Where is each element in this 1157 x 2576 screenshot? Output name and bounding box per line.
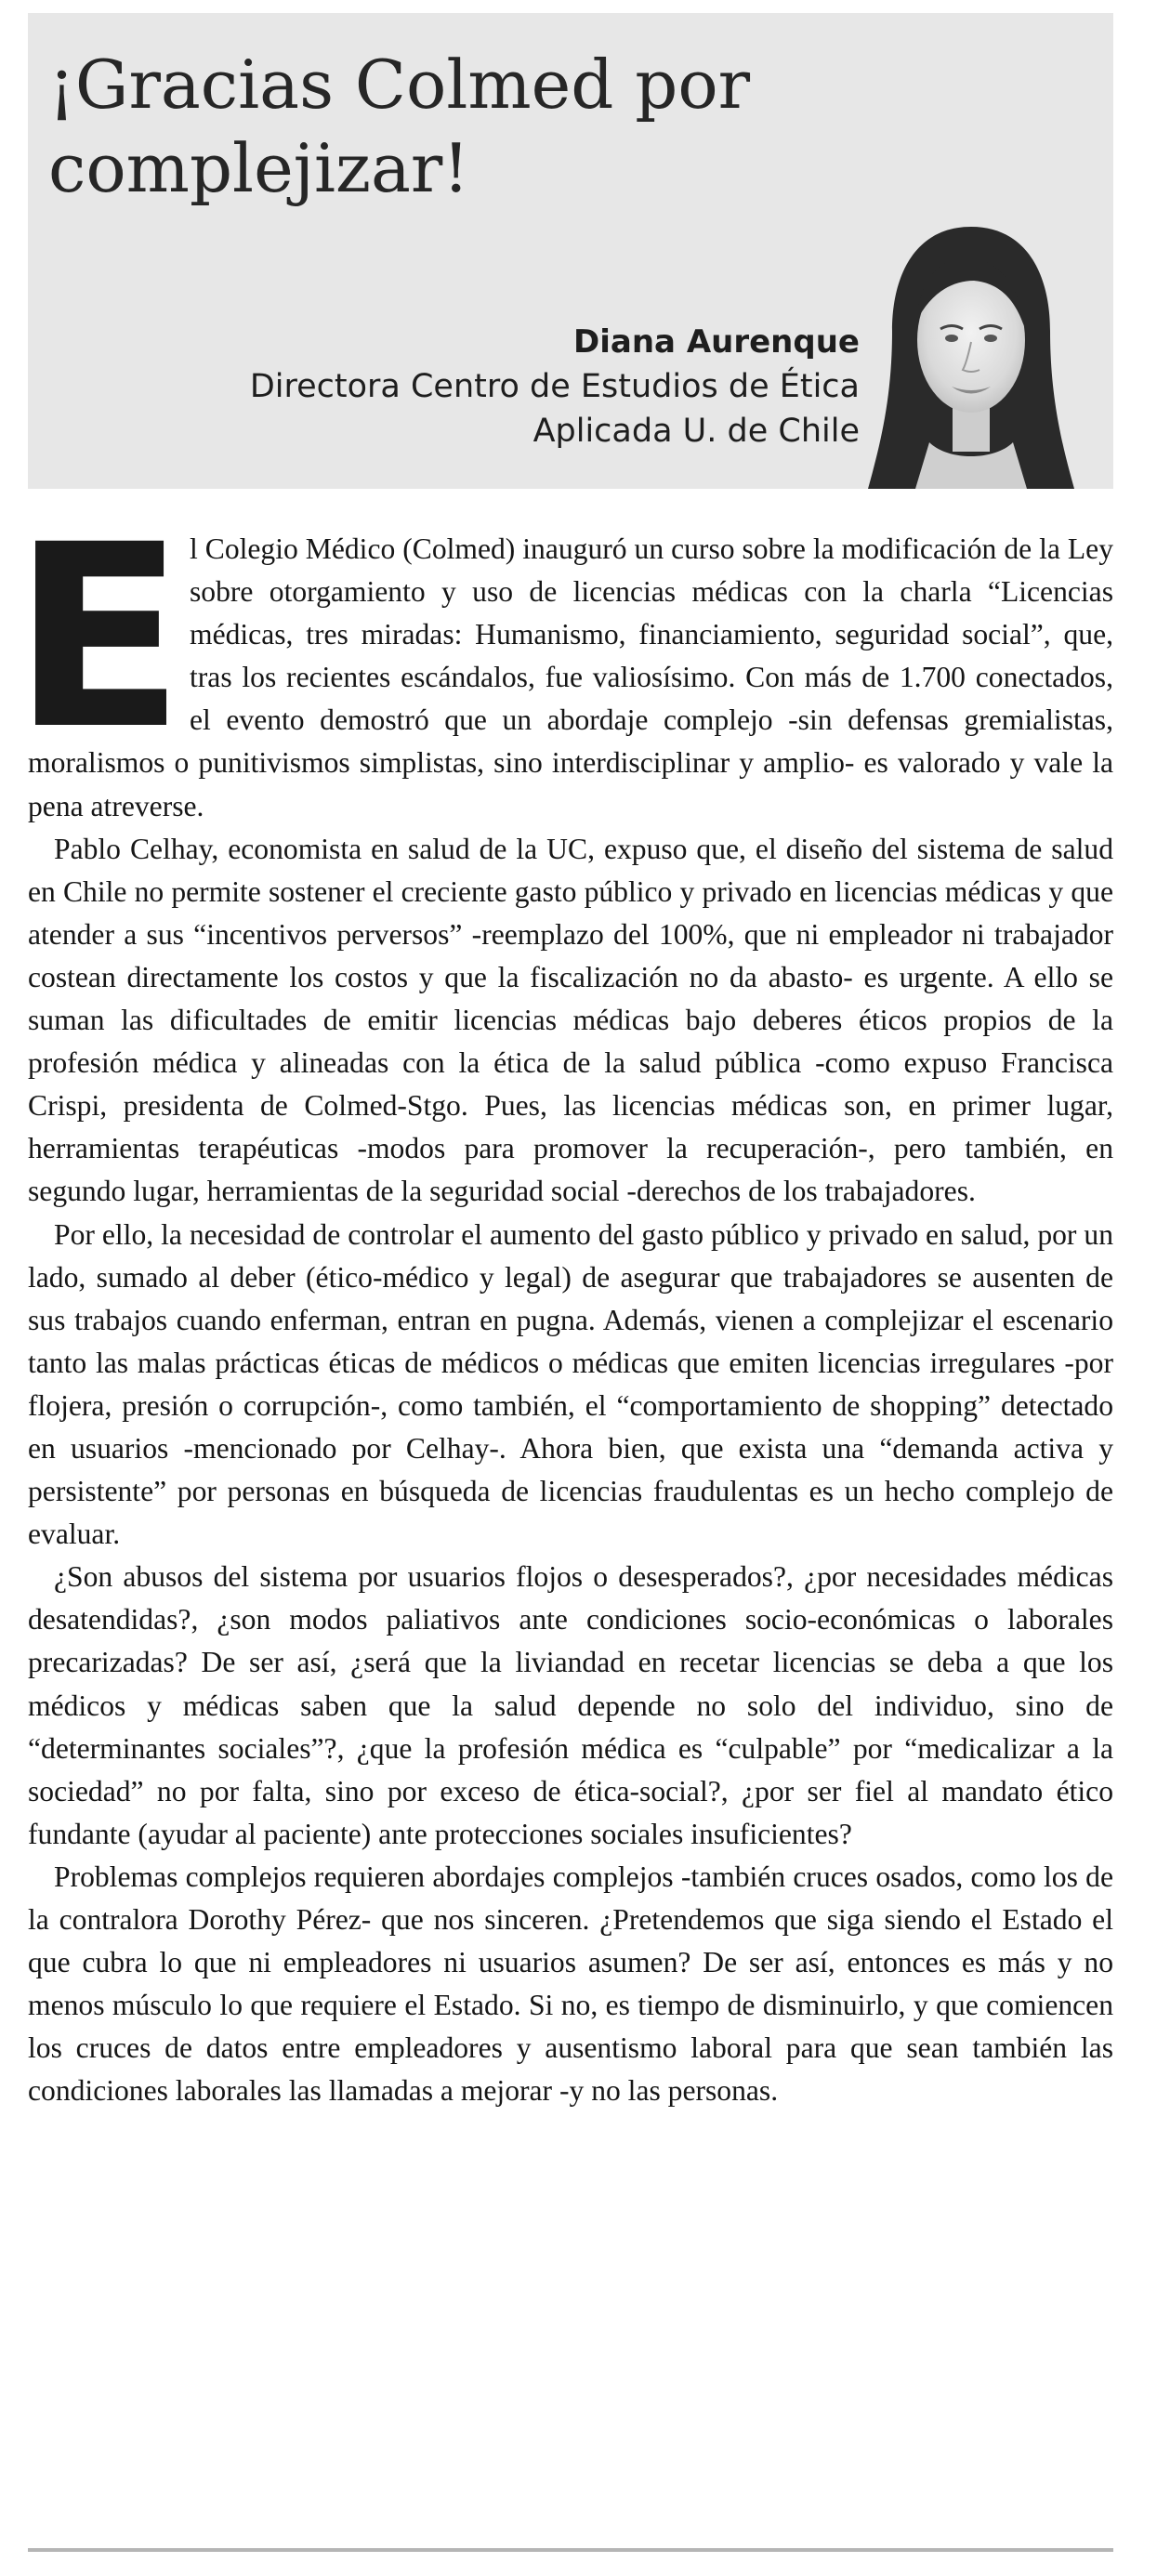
author-role-line-2: Aplicada U. de Chile xyxy=(532,413,860,450)
title-line-1: ¡Gracias Colmed por xyxy=(48,46,751,124)
dropcap-letter: E xyxy=(12,492,185,785)
paragraph-1 xyxy=(12,492,1113,828)
paragraph-3: Por ello, la necesidad de controlar el aumento del gasto público y privado en salud, por un lado, sumado al deber (ético-médico y legal) de asegurar que trabajadores se ausenten de sus trabajos cuando enferman, entran en pugna. Además, vienen a complejizar el escenario tanto las malas prácticas éticas de médicos o médicas que emiten licencias irregulares -por flojera, presión o corrupción-, como también, el “comportamiento de shopping” detectado en usuarios -mencionado por Celhay-. Ahora bien, que exista una “demanda activa y persistente” por personas en búsqueda de licencias fraudulentas es un hecho complejo de evaluar. xyxy=(28,1217,1113,1551)
dropcap-letter-icon xyxy=(12,492,185,785)
page-title xyxy=(48,43,848,210)
bottom-divider xyxy=(28,2548,1113,2552)
byline xyxy=(250,320,860,453)
author-role-line-1: Directora Centro de Estudios de Ética xyxy=(249,368,860,405)
paragraph-1-text: l Colegio Médico (Colmed) inauguró un curso sobre la modificación de la Ley sobre otorgamiento y uso de licencias médicas con la charla “Licencias médicas, tres miradas: Humanismo, financiamiento, seguridad social”, que, tras los recientes escándalos, fue valiosísimo. Con más de 1.700 conectados, el evento demostró que un abordaje complejo -sin defensas gremialistas, moralismos o punitivismos simplistas, sino interdisciplinar y amplio- es valorado y vale la pena atreverse. xyxy=(28,532,1113,822)
paragraph-2: Pablo Celhay, economista en salud de la UC, expuso que, el diseño del sistema de salud en Chile no permite sostener el creciente gasto público y privado en licencias médicas y que atender a sus “incentivos perversos” -reemplazo del 100%, que ni empleador ni trabajador costean directamente los costos y que la fiscalización no da abasto- es urgente. A ello se suman las dificultades de emitir licencias médicas bajo deberes éticos propios de la profesión médica y alineadas con la ética de la salud pública -como expuso Francisca Crispi, presidenta de Colmed-Stgo. Pues, las licencias médicas son, en primer lugar, herramientas terapéuticas -modos para promover la recuperación-, pero también, en segundo lugar, herramientas de la seguridad social -derechos de los trabajadores. xyxy=(28,832,1113,1208)
title-line-2: complejizar! xyxy=(48,129,470,207)
author-name: Diana Aurenque xyxy=(573,323,860,361)
article-body xyxy=(12,492,1113,2112)
paragraph-5: Problemas complejos requieren abordajes complejos -también cruces osados, como los de la contralora Dorothy Pérez- que nos sinceren. ¿Pretendemos que siga siendo el Estado el que cubra lo que ni empleadores ni usuarios asumen? De ser así, entonces es más y no menos músculo lo que requiere el Estado. Si no, es tiempo de disminuirlo, y que comiencen los cruces de datos entre empleadores y ausentismo laboral para que sean también las condiciones laborales las llamadas a mejorar -y no las personas. xyxy=(28,1860,1113,2108)
author-portrait-icon xyxy=(864,210,1078,489)
paragraph-4: ¿Son abusos del sistema por usuarios flojos o desesperados?, ¿por necesidades médicas desatendidas?, ¿son modos paliativos ante condiciones socio-económicas o laborales precarizadas? De ser así, ¿será que la liviandad en recetar licencias se deba a que los médicos y médicas saben que la salud depende no solo del individuo, sino de “determinantes sociales”?, ¿que la profesión médica es “culpable” por “medicalizar a la sociedad” no por falta, sino por exceso de ética-social?, ¿por ser fiel al mandato ético fundante (ayudar al paciente) ante protecciones sociales insuficientes? xyxy=(28,1560,1113,1850)
